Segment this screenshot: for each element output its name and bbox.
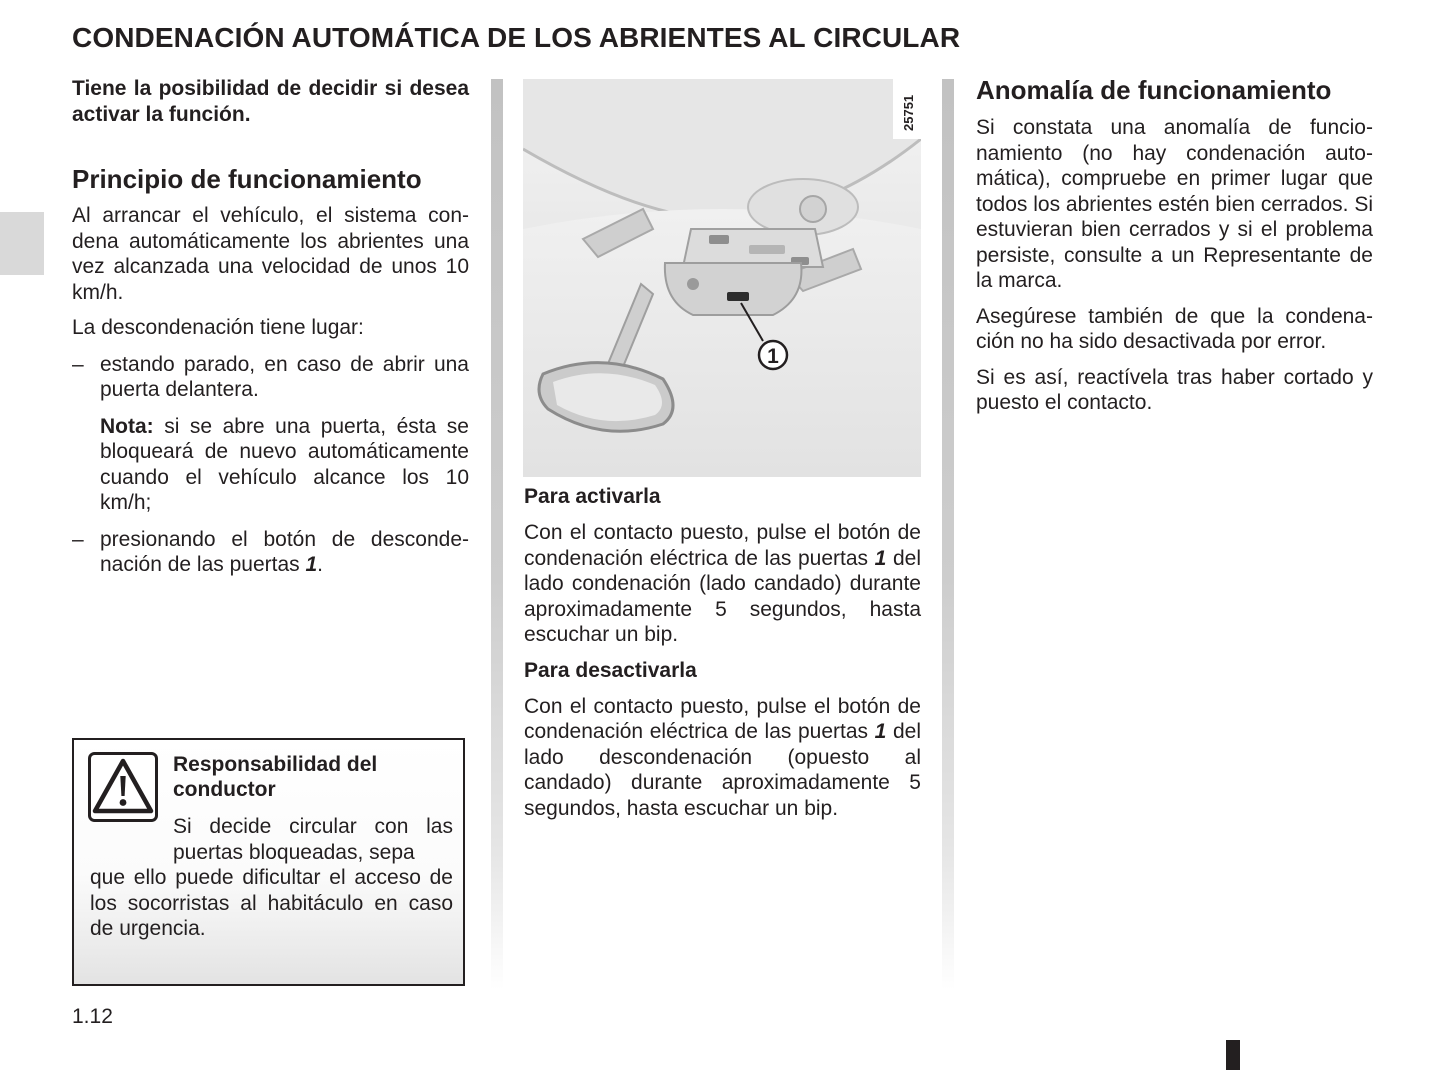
deactivate-heading: Para desactivarla [524, 658, 697, 682]
activate-text: Con el contacto puesto, pulse el botón de condenación eléctrica de las puertas [524, 521, 921, 570]
activate-heading: Para activarla [524, 485, 661, 508]
figure-code: 25751 [901, 94, 916, 131]
activate-text-end: del lado condenación (lado candado) durante aproximadamente 5 segundos, hasta escuchar un bip. [524, 546, 922, 646]
paragraph: Asegúrese también de que la condenación no ha sido desactivada por error. [976, 304, 1373, 353]
list-dash: – [72, 352, 84, 376]
list-item [72, 527, 469, 578]
warning-triangle-icon [88, 752, 158, 822]
deactivate-paragraph [524, 694, 921, 822]
list-item-text [100, 527, 469, 578]
section-tab [0, 212, 44, 275]
list-item-text-part: presionando el botón de descondenación de las puertas [100, 527, 469, 576]
overhead-console-photo [523, 79, 921, 477]
intro-text: Tiene la posibilidad de decidir si desea activar la función. [72, 77, 469, 126]
door-lock-button [727, 292, 749, 301]
deactivate-text-end: del lado descondenación (opuesto al candado) durante aproximadamente 5 segundos, hasta escuchar un bip. [524, 720, 922, 820]
page-number: 1.12 [72, 1005, 113, 1028]
middle-column [524, 484, 921, 821]
section-heading-anomaly: Anomalía de funcionamiento [976, 75, 1332, 105]
note-text: si se abre una puerta, ésta se bloqueará de nuevo automáticamente cuando el vehículo alcance los 10 km/h; [100, 414, 469, 514]
paragraph: Al arrancar el vehículo, el sistema condena automáticamente los abrientes una vez alcanzada una velocidad de unos 10 km/h. [72, 204, 469, 304]
right-column [976, 74, 1373, 416]
warning-body-rest: que ello puede dificultar el acceso de los socorristas al habitáculo en caso de urgencia. [90, 866, 453, 940]
reference-number: 1 [874, 720, 887, 743]
warning-title: Responsabilidad del conductor [173, 753, 378, 801]
activate-paragraph [524, 520, 921, 648]
warning-body [90, 814, 453, 942]
paragraph: La descondenación tiene lugar: [72, 316, 364, 339]
reference-number: 1 [305, 553, 318, 576]
list-item [72, 352, 469, 403]
note-paragraph [72, 414, 469, 516]
overhead-console-illustration [523, 79, 921, 477]
corner-mark [1226, 1040, 1240, 1070]
deactivate-text: Con el contacto puesto, pulse el botón de condenación eléctrica de las puertas [524, 694, 921, 743]
warning-body-indented: Si decide circular con las puertas bloqueadas, sepa [173, 815, 453, 864]
callout-number: 1 [767, 345, 779, 368]
section-heading-principle: Principio de funcionamiento [72, 164, 422, 194]
reference-number: 1 [874, 546, 887, 570]
page-title: CONDENACIÓN AUTOMÁTICA DE LOS ABRIENTES AL CIRCULAR [72, 22, 961, 53]
column-divider-left [491, 79, 503, 990]
warning-box [72, 738, 465, 986]
note-label: Nota: [100, 414, 154, 438]
left-column [72, 76, 469, 578]
list-item-text: estando parado, en caso de abrir una puerta delantera. [100, 352, 469, 401]
paragraph: Si es así, reactívela tras haber cortado y puesto el contacto. [976, 365, 1373, 414]
list-item-text-end: . [317, 553, 323, 576]
column-divider-right [942, 79, 954, 990]
list-dash: – [72, 527, 84, 551]
paragraph: Si constata una anomalía de funcionamiento (no hay condenación automática), compruebe en primer lugar que todos los abrientes estén bien cerrados. Si estuvieran bien cerrados y si el problema persiste, consulte a un Representante de la marca. [976, 116, 1373, 292]
